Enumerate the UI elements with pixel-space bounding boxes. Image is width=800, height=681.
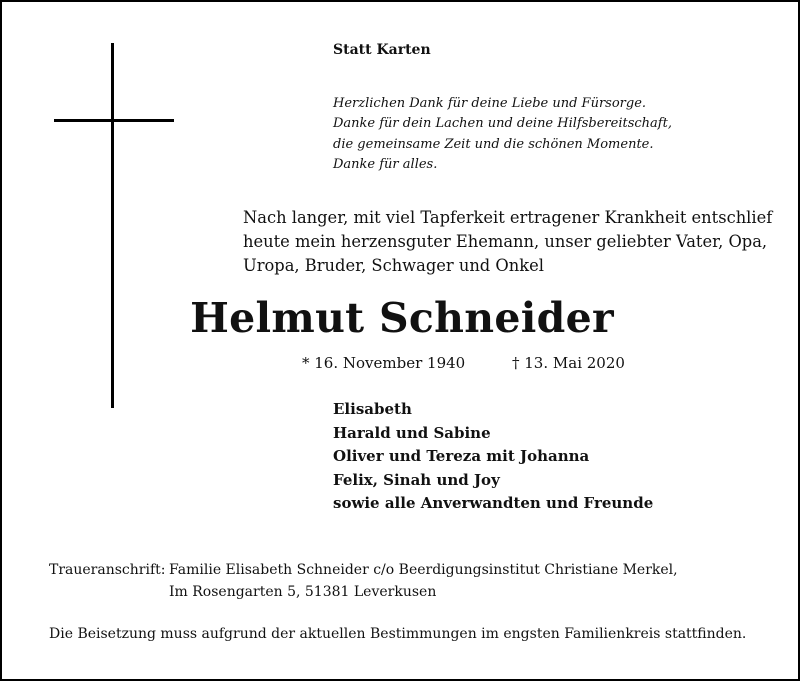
quote-block [333,94,672,175]
intro-line: Nach langer, mit viel Tapferkeit ertragener Krankheit entschlief [243,208,773,227]
funeral-note: Die Beisetzung muss aufgrund der aktuellen Bestimmungen im engsten Familienkreis stattfinden. [49,626,747,642]
cross-icon [111,43,114,408]
birth-date: * 16. November 1940 [302,354,466,372]
address-line-2: Im Rosengarten 5, 51381 Leverkusen [169,584,437,600]
address-line-1: Familie Elisabeth Schneider c/o Beerdigungsinstitut Christiane Merkel, [169,562,678,578]
deceased-name: Helmut Schneider [190,294,614,342]
address-label: Traueranschrift: [49,562,166,578]
intro-line: Uropa, Bruder, Schwager und Onkel [243,256,544,275]
quote-line: die gemeinsame Zeit und die schönen Momente. [333,136,654,152]
family-member: Elisabeth [333,400,412,418]
death-date: † 13. Mai 2020 [512,354,625,372]
intro-text [243,206,772,278]
family-list [333,398,653,516]
cross-icon-bar [54,119,174,122]
quote-line: Danke für alles. [333,156,438,172]
quote-line: Danke für dein Lachen und deine Hilfsbereitschaft, [333,116,672,132]
family-member: Felix, Sinah und Joy [333,470,500,489]
intro-line: heute mein herzensguter Ehemann, unser geliebter Vater, Opa, [243,232,768,251]
family-member: sowie alle Anverwandten und Freunde [333,494,654,513]
family-member: Oliver und Tereza mit Johanna [333,447,590,466]
statt-karten-heading: Statt Karten [333,42,431,58]
family-member: Harald und Sabine [333,423,491,442]
quote-line: Herzlichen Dank für deine Liebe und Fürsorge. [333,96,647,111]
